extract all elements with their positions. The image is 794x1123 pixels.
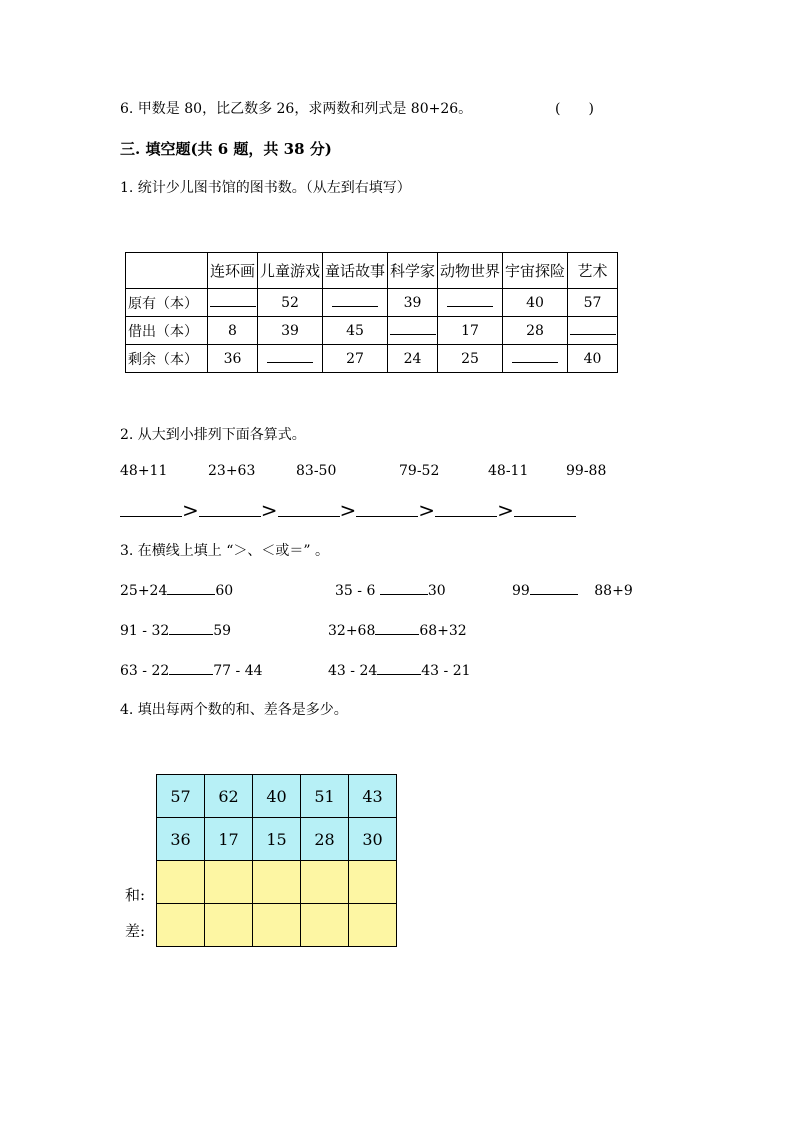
difference-label: 差: [125,922,146,940]
greater-than-sign: > [339,498,357,522]
table-row-borrowed [126,317,618,345]
column-kids-games: 儿童游戏 [258,253,323,289]
sum-row [157,861,397,904]
ordering-answer-line [120,498,576,522]
table-cell: 25 [438,345,503,373]
column-animal-world: 动物世界 [438,253,503,289]
compare-right: 68+32 [419,623,467,639]
compare-item [120,580,233,599]
table-cell: 24 [388,345,438,373]
answer-blank[interactable] [503,345,568,373]
compare-item [512,580,633,599]
answer-blank[interactable] [323,289,388,317]
table-cell: 28 [503,317,568,345]
table-cell: 40 [568,345,618,373]
answer-blank[interactable] [169,660,213,675]
number-cell: 43 [349,775,397,818]
sum-answer-cell[interactable] [301,861,349,904]
number-cell: 30 [349,818,397,861]
sum-label: 和: [125,886,146,904]
table-cell: 57 [568,289,618,317]
table-cell: 27 [323,345,388,373]
sum-answer-cell[interactable] [349,861,397,904]
sum-answer-cell[interactable] [205,861,253,904]
row-label-remaining: 剩余（本） [126,345,208,373]
column-space-exploration: 宇宙探险 [503,253,568,289]
table-header-row [126,253,618,289]
table-cell: 45 [323,317,388,345]
table-cell: 17 [438,317,503,345]
answer-blank[interactable] [530,580,578,595]
expression: 83-50 [296,463,337,479]
section-3-title: 三. 填空题(共 6 题，共 38 分) [120,140,332,158]
answer-blank[interactable] [377,660,421,675]
answer-blank[interactable] [568,317,618,345]
compare-item [120,660,263,679]
answer-blank[interactable] [208,289,258,317]
compare-left: 25+24 [120,583,168,599]
table-cell: 39 [388,289,438,317]
library-books-table [125,252,618,373]
number-cell: 51 [301,775,349,818]
answer-blank[interactable] [167,580,215,595]
answer-blank[interactable] [435,502,497,517]
answer-blank[interactable] [258,345,323,373]
compare-left: 32+68 [328,623,376,639]
compare-right: 60 [215,583,234,599]
table-cell: 40 [503,289,568,317]
problem-3-title: 3. 在横线上填上 “＞、＜或＝” 。 [120,543,330,559]
compare-right: 88+9 [589,583,633,599]
column-comics: 连环画 [208,253,258,289]
sum-answer-cell[interactable] [157,861,205,904]
column-fairy-tales: 童话故事 [323,253,388,289]
expression: 79-52 [399,463,440,479]
column-scientists: 科学家 [388,253,438,289]
difference-answer-cell[interactable] [157,904,205,947]
answer-blank[interactable] [120,502,182,517]
answer-blank[interactable] [388,317,438,345]
difference-answer-cell[interactable] [301,904,349,947]
answer-blank[interactable] [356,502,418,517]
number-cell: 62 [205,775,253,818]
compare-item [328,620,467,639]
difference-answer-cell[interactable] [205,904,253,947]
table-corner-cell [126,253,208,289]
problem-4-title: 4. 填出每两个数的和、差各是多少。 [120,702,348,718]
number-row-2 [157,818,397,861]
sum-answer-cell[interactable] [253,861,301,904]
number-cell: 15 [253,818,301,861]
number-cell: 36 [157,818,205,861]
answer-blank[interactable] [375,620,419,635]
greater-than-sign: > [260,498,278,522]
row-label-borrowed: 借出（本） [126,317,208,345]
question-6-answer-paren[interactable]: ( ) [555,101,594,117]
number-cell: 28 [301,818,349,861]
expression: 99-88 [566,463,607,479]
compare-item [328,660,471,679]
sum-difference-grid [156,774,397,947]
expression: 48+11 [120,463,168,479]
table-row-remaining [126,345,618,373]
compare-left: 63 - 22 [120,663,170,679]
compare-right: 77 - 44 [213,663,263,679]
answer-blank[interactable] [380,580,428,595]
table-cell: 39 [258,317,323,345]
expression: 48-11 [488,463,529,479]
number-cell: 17 [205,818,253,861]
compare-left: 35 - 6 [335,583,380,599]
difference-answer-cell[interactable] [349,904,397,947]
compare-left: 91 - 32 [120,623,170,639]
compare-item [335,580,446,599]
compare-left: 99 [512,583,530,599]
difference-row [157,904,397,947]
number-cell: 57 [157,775,205,818]
table-cell: 52 [258,289,323,317]
answer-blank[interactable] [514,502,576,517]
question-6-text: 6. 甲数是 80，比乙数多 26，求两数和列式是 80+26。 [120,101,473,117]
compare-right: 43 - 21 [421,663,471,679]
table-cell: 36 [208,345,258,373]
compare-left: 43 - 24 [328,663,378,679]
table-row-original [126,289,618,317]
number-cell: 40 [253,775,301,818]
compare-item [120,620,231,639]
greater-than-sign: > [418,498,436,522]
answer-blank[interactable] [169,620,213,635]
greater-than-sign: > [182,498,199,522]
table-cell: 8 [208,317,258,345]
answer-blank[interactable] [199,502,261,517]
column-art: 艺术 [568,253,618,289]
compare-right: 30 [427,583,446,599]
problem-1-title: 1. 统计少儿图书馆的图书数。（从左到右填写） [120,180,411,196]
compare-right: 59 [213,623,232,639]
greater-than-sign: > [497,498,514,522]
difference-answer-cell[interactable] [253,904,301,947]
answer-blank[interactable] [278,502,340,517]
row-label-original: 原有（本） [126,289,208,317]
answer-blank[interactable] [438,289,503,317]
problem-2-title: 2. 从大到小排列下面各算式。 [120,427,306,443]
expression: 23+63 [208,463,256,479]
number-row-1 [157,775,397,818]
